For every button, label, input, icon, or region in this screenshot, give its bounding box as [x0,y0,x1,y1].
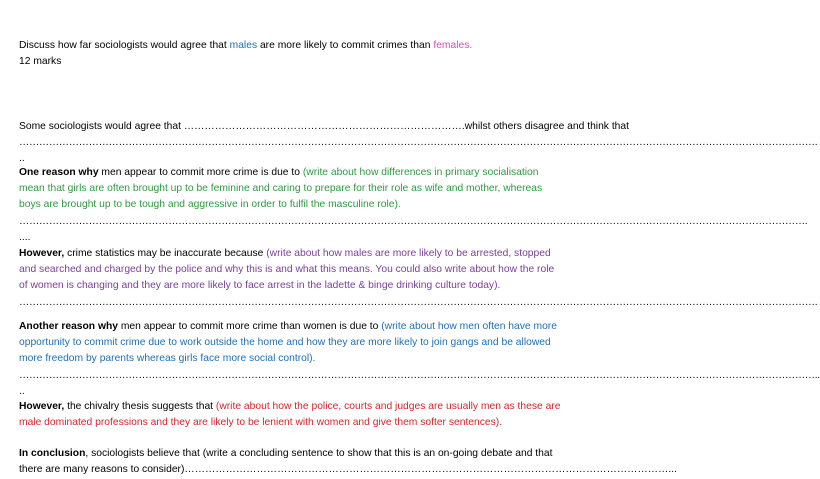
p2-hint-2: and searched and charged by the police and why this is and what this means. You could also write about how the role [19,264,555,276]
p2-line1 [19,246,622,262]
p2-lead: However, [19,248,65,259]
conclusion-block [19,446,677,478]
p2-hint-3: of women is changing and they are more likely to face arrest in the ladette & binge drinking culture today). [19,280,501,292]
paragraph-one [19,165,808,246]
p1-hint-2: mean that girls are often brought up to be feminine and caring to prepare for their role as wife and mother, whereas [19,183,543,195]
p2-hint-1: (write about how males are more likely to be arrested, stopped [266,248,551,259]
p1-tail: .... [19,231,31,243]
p1-line1 [19,165,622,181]
p1-dots: …………………………………………………………………………………………………………………………………………………………………………………………………………………. [19,215,808,227]
p3-hint-2: opportunity to commit crime due to work outside the home and how they are more likely to join gangs and be allowed [19,337,551,349]
p1-lead: One reason why [19,167,99,178]
p3-text: men appear to commit more crime than women is due to [117,321,382,332]
question-prefix: Discuss how far sociologists would agree that [19,40,230,51]
p3-hint-3: more freedom by parents whereas girls face more social control). [19,353,316,365]
p4-lead: However, [19,401,65,412]
intro-block [19,119,818,168]
p1-hint-3: boys are brought up to be tough and aggressive in order to fulfil the masculine role). [19,199,401,211]
p3-line1 [19,319,622,335]
p3-tail: .. [19,385,25,397]
p1-text: men appear to commit more crime is due to [98,167,303,178]
p4-hint-2: male dominated professions and they are likely to be lenient with women and give them softer sentences). [19,417,503,429]
conclusion-text-2: there are many reasons to consider)……………………………………………………………………………………………………………………………... [19,464,677,476]
intro-text: Some sociologists would agree that ……………………………………………………………………….whilst others disagree and think that [19,121,629,132]
p1-hint-1: (write about how differences in primary socialisation [302,167,539,178]
p3-hint-1: (write about how men often have more [381,321,557,332]
p4-text: the chivalry thesis suggests that [64,401,216,412]
question-mid: are more likely to commit crimes than [257,40,434,51]
p4-line1 [19,399,622,415]
conclusion-line1 [19,446,622,462]
paragraph-four [19,399,622,431]
p4-hint-1: (write about how the police, courts and judges are usually men as these are [215,401,561,412]
p2-dots: ……………………………………………………………………………………………………………………………………………………………………………………………………………………. [19,296,818,308]
question-marks: 12 marks [19,56,62,68]
conclusion-text-1: , sociologists believe that (write a concluding sentence to show that this is an on-going debate and that [85,448,553,459]
conclusion-lead: In conclusion [19,448,86,459]
p2-text: crime statistics may be inaccurate because [64,248,267,259]
p3-lead: Another reason why [19,321,118,332]
question-females: females. [433,40,473,51]
paragraph-two [19,246,818,311]
paragraph-three [19,319,820,400]
question-males: males [229,40,258,51]
question-line [19,38,622,54]
question-block [19,38,622,70]
intro-tail: .. [19,153,25,165]
intro-dots: ……………………………………………………………………………………………………………………………………………………………………………………………………………………. [19,137,818,149]
p3-dots: …………………………………………………………………………………………………………………………………………………………………………………………………………………….. [19,369,820,381]
